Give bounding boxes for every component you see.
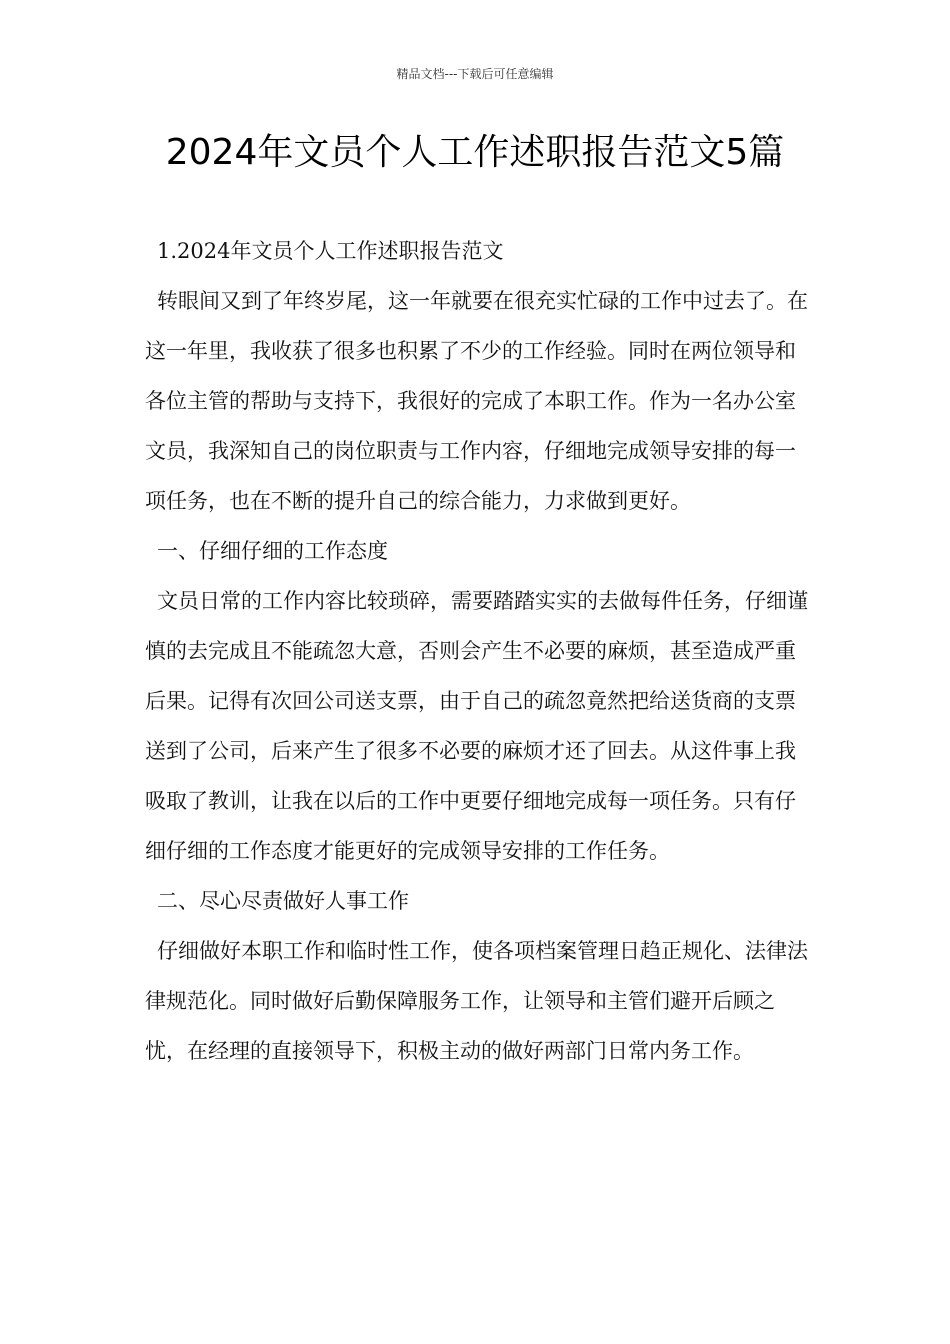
document-title: 2024年文员个人工作述职报告范文5篇 [165, 132, 785, 173]
subheading-1: 一、仔细仔细的工作态度 [157, 539, 388, 563]
paragraph-3: 仔细做好本职工作和临时性工作，使各项档案管理日趋正规化、法律法律规范化。同时做好后勤保障服务工作，让领导和主管们避开后顾之忧，在经理的直接领导下，积极主动的做好两部门日常内务工作。 [145, 939, 808, 1063]
paragraph-2: 文员日常的工作内容比较琐碎，需要踏踏实实的去做每件任务，仔细谨慎的去完成且不能疏忽大意，否则会产生不必要的麻烦，甚至造成严重后果。记得有次回公司送支票，由于自己的疏忽竟然把给送货商的支票送到了公司，后来产生了很多不必要的麻烦才还了回去。从这件事上我吸取了教训，让我在以后的工作中更要仔细地完成每一项任务。只有仔细仔细的工作态度才能更好的完成领导安排的工作任务。 [145, 589, 808, 863]
header-note: 精品文档---下载后可任意编辑 [396, 67, 554, 81]
section-heading-1: 1.2024年文员个人工作述职报告范文 [157, 239, 504, 263]
subheading-2: 二、尽心尽责做好人事工作 [157, 889, 409, 913]
document-body [145, 226, 815, 1076]
paragraph-1: 转眼间又到了年终岁尾，这一年就要在很充实忙碌的工作中过去了。在这一年里，我收获了很多也积累了不少的工作经验。同时在两位领导和各位主管的帮助与支持下，我很好的完成了本职工作。作为一名办公室文员，我深知自己的岗位职责与工作内容，仔细地完成领导安排的每一项任务，也在不断的提升自己的综合能力，力求做到更好。 [145, 289, 808, 513]
